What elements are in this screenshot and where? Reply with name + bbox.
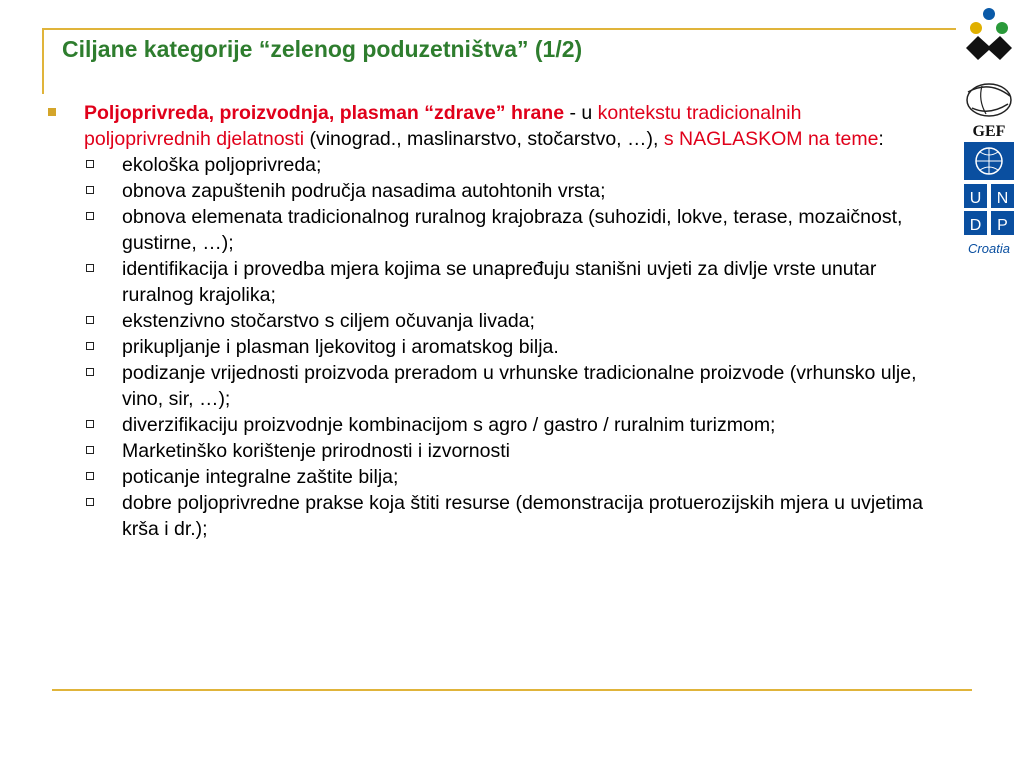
list-item-text: prikupljanje i plasman ljekovitog i aromatskog bilja. xyxy=(122,336,559,358)
gef-label: GEF xyxy=(972,123,1006,140)
gef-globe-icon xyxy=(967,84,1011,116)
list-item xyxy=(122,256,928,308)
list-item-text: dobre poljoprivredne prakse koja štiti resurse (demonstracija protuerozijskih mjera u uvjetima krša i dr.); xyxy=(122,492,923,540)
main-heading: Poljoprivreda, proizvodnja, plasman “zdrave” hrane xyxy=(84,102,565,124)
list-item xyxy=(122,438,928,464)
list-item xyxy=(122,412,928,438)
hollow-square-bullet-icon xyxy=(86,420,94,428)
hollow-square-bullet-icon xyxy=(86,316,94,324)
list-item xyxy=(122,464,928,490)
hollow-square-bullet-icon xyxy=(86,186,94,194)
undp-letter-u: U xyxy=(969,190,982,207)
list-item-text: podizanje vrijednosti proizvoda preradom u vrhunske tradicionalne proizvode (vrhunsko ulje, vino, sir, …); xyxy=(122,362,917,410)
dots-logo-icon xyxy=(966,8,1012,60)
list-item-text: diverzifikaciju proizvodnje kombinacijom s agro / gastro / ruralnim turizmom; xyxy=(122,414,776,436)
emphasis-text: s NAGLASKOM na teme xyxy=(663,128,879,150)
list-item-text: ekološka poljoprivreda; xyxy=(122,154,322,176)
hollow-square-bullet-icon xyxy=(86,342,94,350)
list-item xyxy=(122,204,928,256)
hollow-square-bullet-icon xyxy=(86,212,94,220)
undp-letter-n: N xyxy=(996,190,1009,207)
hollow-square-bullet-icon xyxy=(86,498,94,506)
list-item-text: obnova zapuštenih područja nasadima autohtonih vrsta; xyxy=(122,180,606,202)
square-bullet-icon xyxy=(48,108,56,116)
list-item xyxy=(122,490,928,542)
slide-content xyxy=(48,100,928,542)
footer-divider xyxy=(52,689,972,691)
sub-bullet-list xyxy=(48,152,928,542)
slide-title: Ciljane kategorije “zelenog poduzetništva” (1/2) xyxy=(62,36,583,62)
list-item xyxy=(122,152,928,178)
list-item-text: obnova elemenata tradicionalnog ruralnog krajobraza (suhozidi, lokve, terase, mozaičnost, gustirne, …); xyxy=(122,206,903,254)
undp-letter-p: P xyxy=(997,217,1008,234)
list-item-text: identifikacija i provedba mjera kojima se unapređuju stanišni uvjeti za divlje vrste unutar ruralnog krajolika; xyxy=(122,258,877,306)
undp-region-label: Croatia xyxy=(968,241,1010,256)
context-examples: (vinograd., maslinarstvo, stočarstvo, …), xyxy=(304,128,664,150)
heading-separator: - u xyxy=(564,102,598,124)
list-item-text: ekstenzivno stočarstvo s ciljem očuvanja livada; xyxy=(122,310,535,332)
list-item xyxy=(122,334,928,360)
list-item xyxy=(122,308,928,334)
logo-column xyxy=(958,4,1020,258)
hollow-square-bullet-icon xyxy=(86,368,94,376)
hollow-square-bullet-icon xyxy=(86,264,94,272)
undp-letter-d: D xyxy=(969,217,982,234)
hollow-square-bullet-icon xyxy=(86,446,94,454)
emphasis-colon: : xyxy=(878,128,884,150)
partner-logos xyxy=(958,4,1020,258)
list-item-text: Marketinško korištenje prirodnosti i izvornosti xyxy=(122,440,510,462)
hollow-square-bullet-icon xyxy=(86,160,94,168)
hollow-square-bullet-icon xyxy=(86,472,94,480)
list-item xyxy=(122,178,928,204)
list-item-text: poticanje integralne zaštite bilja; xyxy=(122,466,399,488)
context-text: kontekstu tradicionalnih poljoprivrednih djelatnosti xyxy=(84,102,802,150)
list-item xyxy=(122,360,928,412)
main-bullet-item xyxy=(48,100,928,152)
